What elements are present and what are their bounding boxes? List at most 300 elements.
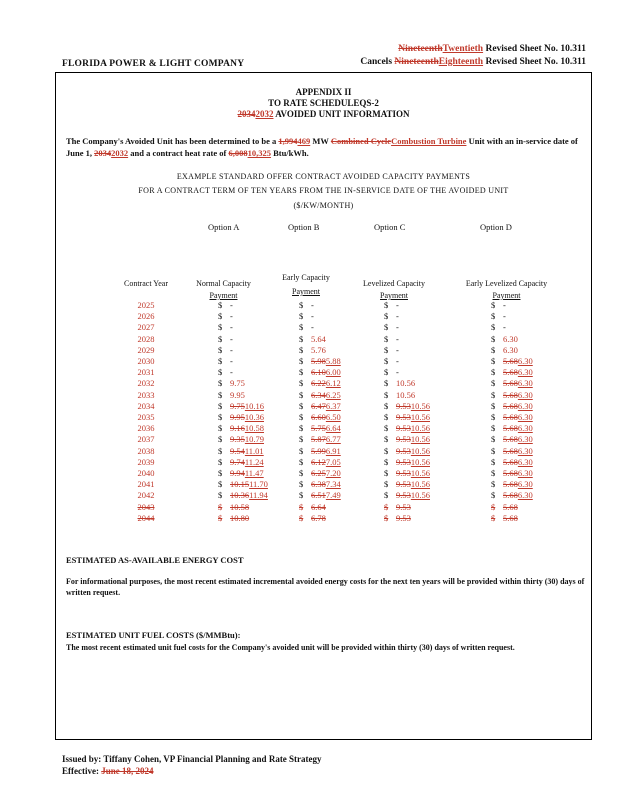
col-b-line1: Early Capacity — [282, 273, 330, 282]
cell-value-deleted: 9.53 — [396, 468, 411, 478]
dollar-sign: $ — [384, 389, 389, 400]
dollar-sign: $ — [384, 412, 389, 422]
table-year-cell: 2028 — [137, 333, 155, 344]
issued-by: Issued by: Tiffany Cohen, VP Financial Planning and Rate Strategy — [62, 754, 322, 764]
cell-value-deleted: 9.53 — [396, 434, 411, 445]
cell-value-inserted: 10.79 — [244, 434, 264, 445]
table-cell-c — [384, 345, 399, 355]
cell-value-inserted: 10.56 — [410, 490, 430, 501]
dollar-sign: $ — [218, 456, 223, 467]
table-cell-c — [384, 513, 411, 523]
dollar-sign: $ — [218, 445, 223, 456]
intro-text: Btu/kWh. — [270, 148, 309, 158]
cell-value: - — [396, 311, 399, 322]
cell-value-deleted: 5.87 — [311, 434, 326, 445]
table-cell-b — [299, 502, 326, 512]
dollar-sign: $ — [299, 501, 304, 512]
dollar-sign: $ — [384, 333, 389, 344]
table-cell-c — [384, 446, 430, 456]
dollar-sign: $ — [491, 456, 496, 467]
table-cell-a — [218, 490, 268, 500]
cell-value-deleted: 9.95 — [230, 412, 245, 422]
table-year-cell: 2044 — [137, 512, 155, 523]
dollar-sign: $ — [491, 512, 496, 523]
cell-value: - — [503, 311, 506, 322]
table-year-cell: 2031 — [137, 367, 155, 378]
table-cell-b — [299, 378, 341, 388]
table-cell-c — [384, 367, 399, 377]
cell-value-deleted: 9.53 — [396, 479, 411, 490]
table-cell-c — [384, 378, 415, 388]
table-year-cell: 2040 — [137, 468, 155, 478]
cell-value-deleted: 6.25 — [311, 468, 326, 478]
sheet-number — [398, 44, 586, 54]
cell-value-deleted: 5.68 — [503, 490, 518, 501]
cancels-rest: Revised Sheet No. 10.311 — [483, 57, 586, 67]
fuel-text: The most recent estimated unit fuel costs for the Company's avoided unit will be provided within thirty (30) days of written request. — [66, 643, 515, 652]
table-year-cell: 2029 — [137, 344, 155, 355]
cell-value-deleted: 6.47 — [311, 400, 326, 411]
cell-value-deleted: 5.68 — [503, 412, 518, 422]
table-cell-a — [218, 446, 264, 456]
cell-value-deleted: 10.15 — [230, 479, 250, 490]
table-cell-d — [491, 457, 533, 467]
dollar-sign: $ — [299, 367, 304, 378]
intro-text: MW — [310, 136, 331, 146]
cell-value-deleted: 6.51 — [311, 490, 326, 501]
dollar-sign: $ — [299, 389, 304, 400]
appendix-title: APPENDIX II — [295, 87, 352, 97]
cell-value-deleted: 6.78 — [311, 512, 326, 523]
col-d-line1: Early Levelized Capacity — [465, 279, 548, 288]
cell-value-inserted: 11.24 — [244, 456, 264, 467]
cell-value-inserted: 6.30 — [517, 468, 533, 478]
table-year-cell: 2036 — [137, 423, 155, 434]
table-cell-d — [491, 434, 533, 444]
cell-value-inserted: 10.56 — [410, 456, 430, 467]
cell-value: - — [396, 367, 399, 378]
dollar-sign: $ — [491, 400, 496, 411]
cell-value-deleted: 6.12 — [311, 456, 326, 467]
dollar-sign: $ — [384, 479, 389, 490]
table-cell-c — [384, 434, 430, 444]
cell-value: 9.95 — [230, 389, 245, 400]
caption-line-1: EXAMPLE STANDARD OFFER CONTRACT AVOIDED CAPACITY PAYMENTS — [176, 172, 471, 181]
cell-value-inserted: 10.16 — [244, 400, 264, 411]
table-cell-a — [218, 378, 245, 388]
cell-value-deleted: 9.53 — [396, 412, 411, 422]
cell-value: - — [396, 344, 399, 355]
cell-value: 10.56 — [396, 389, 416, 400]
cell-value-deleted: 9.53 — [396, 490, 411, 501]
rate-schedule-title: TO RATE SCHEDULEQS-2 — [268, 98, 379, 108]
cell-value-inserted: 10.56 — [410, 412, 430, 422]
table-cell-d — [491, 513, 518, 523]
table-cell-c — [384, 457, 430, 467]
cell-value: - — [230, 322, 233, 333]
cell-value-deleted: 6.60 — [311, 412, 326, 422]
table-cell-b — [299, 334, 326, 344]
table-year-cell: 2037 — [137, 434, 155, 445]
table-cell-d — [491, 446, 533, 456]
cell-value-deleted: 5.99 — [311, 445, 326, 456]
cancels-deleted: Nineteenth — [394, 57, 439, 67]
year-deleted: 2034 — [94, 148, 112, 158]
dollar-sign: $ — [491, 501, 496, 512]
dollar-sign: $ — [491, 322, 496, 333]
cell-value-inserted: 6.77 — [325, 434, 341, 445]
cell-value-deleted: 9.53 — [396, 512, 411, 523]
dollar-sign: $ — [299, 311, 304, 322]
table-cell-b — [299, 412, 341, 422]
energy-heading: ESTIMATED AS-AVAILABLE ENERGY COST — [66, 555, 244, 565]
dollar-sign: $ — [218, 479, 223, 490]
intro-text: Unit with an in-service date of June 1, — [66, 136, 578, 158]
table-cell-c — [384, 390, 415, 400]
dollar-sign: $ — [299, 512, 304, 523]
option-c-label: Option C — [374, 222, 406, 232]
table-cell-a — [218, 479, 268, 489]
cell-value-inserted: 6.30 — [517, 400, 533, 411]
table-cell-c — [384, 502, 411, 512]
cell-value-inserted: 10.56 — [410, 479, 430, 490]
cell-value-deleted: 5.68 — [503, 468, 518, 478]
cell-value-deleted: 9.16 — [230, 423, 245, 434]
table-cell-a — [218, 468, 264, 478]
col-c-line1: Levelized Capacity — [363, 279, 425, 288]
dollar-sign: $ — [299, 322, 304, 333]
cell-value-deleted: 5.68 — [503, 434, 518, 445]
cell-value-inserted: 7.49 — [325, 490, 341, 501]
year-inserted: 2032 — [111, 148, 129, 158]
dollar-sign: $ — [218, 389, 223, 400]
dollar-sign: $ — [218, 356, 223, 366]
cell-value-deleted: 5.68 — [503, 479, 518, 490]
title-year-inserted: 2032 — [255, 109, 274, 119]
cell-value-inserted: 6.64 — [325, 423, 341, 434]
caption-line-3: ($/KW/MONTH) — [293, 201, 354, 210]
cell-value: 9.75 — [230, 378, 245, 389]
table-cell-c — [384, 479, 430, 489]
table-cell-c — [384, 300, 399, 310]
heatrate-deleted: 6,008 — [228, 148, 248, 158]
table-cell-d — [491, 423, 533, 433]
dollar-sign: $ — [384, 434, 389, 445]
dollar-sign: $ — [491, 378, 496, 389]
cell-value: 6.30 — [503, 333, 518, 344]
table-cell-b — [299, 356, 341, 366]
table-cell-c — [384, 412, 430, 422]
dollar-sign: $ — [491, 311, 496, 322]
table-cell-b — [299, 345, 326, 355]
table-cell-b — [299, 490, 341, 500]
dollar-sign: $ — [384, 501, 389, 512]
col-header-d — [444, 278, 569, 302]
dollar-sign: $ — [299, 412, 304, 422]
cell-value-inserted: 11.70 — [249, 479, 268, 490]
dollar-sign: $ — [218, 423, 223, 434]
dollar-sign: $ — [491, 468, 496, 478]
table-cell-d — [491, 401, 533, 411]
table-cell-a — [218, 457, 264, 467]
table-cell-d — [491, 412, 533, 422]
cell-value-deleted: 5.68 — [503, 456, 518, 467]
cell-value-deleted: 5.68 — [503, 501, 518, 512]
dollar-sign: $ — [218, 490, 223, 501]
table-cell-b — [299, 322, 314, 332]
table-cell-b — [299, 446, 341, 456]
table-cell-a — [218, 334, 233, 344]
cell-value-deleted: 9.53 — [396, 456, 411, 467]
table-year-cell: 2039 — [137, 456, 155, 467]
cell-value: 10.56 — [396, 378, 416, 389]
cell-value-deleted: 6.64 — [311, 501, 326, 512]
dollar-sign: $ — [384, 311, 389, 322]
effective-date: June 18, 2024 — [101, 766, 154, 776]
table-year-cell: 2027 — [137, 322, 155, 333]
table-cell-b — [299, 423, 341, 433]
table-cell-d — [491, 390, 533, 400]
table-year-cell: 2030 — [137, 356, 155, 366]
dollar-sign: $ — [299, 378, 304, 389]
dollar-sign: $ — [384, 490, 389, 501]
dollar-sign: $ — [491, 356, 496, 366]
intro-text: The Company's Avoided Unit has been determined to be a — [66, 136, 279, 146]
cell-value: - — [230, 367, 233, 378]
cell-value-deleted: 5.68 — [503, 445, 518, 456]
heatrate-inserted: 10,325 — [247, 148, 271, 158]
cell-value: - — [396, 322, 399, 333]
dollar-sign: $ — [299, 468, 304, 478]
dollar-sign: $ — [218, 378, 223, 389]
cell-value-inserted: 10.56 — [410, 468, 430, 478]
effective-label: Effective: — [62, 766, 102, 776]
cell-value-deleted: 5.98 — [311, 356, 326, 366]
table-year-cell: 2042 — [137, 490, 155, 501]
cell-value-inserted: 11.01 — [244, 445, 264, 456]
dollar-sign: $ — [218, 300, 223, 310]
table-cell-d — [491, 378, 533, 388]
cell-value: - — [311, 300, 314, 310]
table-cell-d — [491, 479, 533, 489]
dollar-sign: $ — [299, 356, 304, 366]
table-cell-a — [218, 434, 264, 444]
cell-value-inserted: 6.30 — [517, 356, 533, 366]
cell-value-deleted: 9.94 — [230, 468, 245, 478]
cell-value-deleted: 6.38 — [311, 479, 326, 490]
dollar-sign: $ — [218, 344, 223, 355]
cell-value: - — [230, 333, 233, 344]
dollar-sign: $ — [384, 344, 389, 355]
cell-value-deleted: 5.68 — [503, 367, 518, 378]
table-cell-d — [491, 502, 518, 512]
cell-value: - — [396, 356, 399, 366]
dollar-sign: $ — [299, 490, 304, 501]
dollar-sign: $ — [218, 468, 223, 478]
cell-value-deleted: 5.68 — [503, 378, 518, 389]
dollar-sign: $ — [491, 434, 496, 445]
title-year-deleted: 2034 — [237, 109, 256, 119]
table-cell-b — [299, 468, 341, 478]
cell-value-deleted: 5.68 — [503, 512, 518, 523]
col-b-line2: Payment — [292, 287, 320, 296]
cell-value-deleted: 9.53 — [396, 501, 411, 512]
dollar-sign: $ — [299, 434, 304, 445]
cell-value-deleted: 9.35 — [230, 434, 245, 445]
cell-value-deleted: 6.34 — [311, 389, 326, 400]
table-cell-b — [299, 401, 341, 411]
dollar-sign: $ — [384, 356, 389, 366]
cell-value: 5.76 — [311, 344, 326, 355]
dollar-sign: $ — [218, 412, 223, 422]
cell-value-inserted: 6.30 — [517, 434, 533, 445]
title-rest: AVOIDED UNIT INFORMATION — [273, 109, 410, 119]
table-cell-c — [384, 401, 430, 411]
intro-paragraph — [66, 135, 581, 159]
cell-value-deleted: 9.54 — [230, 445, 245, 456]
dollar-sign: $ — [384, 322, 389, 333]
table-year-cell: 2041 — [137, 479, 155, 490]
dollar-sign: $ — [491, 445, 496, 456]
dollar-sign: $ — [384, 445, 389, 456]
dollar-sign: $ — [384, 300, 389, 310]
option-d-label: Option D — [480, 222, 512, 232]
fuel-heading: ESTIMATED UNIT FUEL COSTS ($/MMBtu): — [66, 630, 241, 640]
cell-value-inserted: 10.58 — [244, 423, 264, 434]
dollar-sign: $ — [384, 367, 389, 378]
dollar-sign: $ — [299, 479, 304, 490]
option-b-label: Option B — [288, 222, 320, 232]
table-cell-a — [218, 345, 233, 355]
table-cell-c — [384, 356, 399, 366]
table-cell-a — [218, 300, 233, 310]
table-cell-a — [218, 513, 249, 523]
cell-value-inserted: 6.00 — [325, 367, 341, 378]
cell-value-inserted: 10.56 — [410, 434, 430, 445]
dollar-sign: $ — [218, 333, 223, 344]
cell-value: - — [230, 311, 233, 322]
table-cell-c — [384, 334, 399, 344]
cancels-sheet — [360, 57, 586, 67]
table-cell-a — [218, 423, 264, 433]
cell-value-deleted: 9.53 — [396, 445, 411, 456]
cell-value: - — [311, 322, 314, 333]
document-frame — [55, 72, 592, 740]
dollar-sign: $ — [491, 300, 496, 310]
table-cell-a — [218, 401, 264, 411]
table-year-cell: 2043 — [137, 501, 155, 512]
cell-value-deleted: 10.58 — [230, 501, 250, 512]
cell-value-inserted: 6.30 — [517, 367, 533, 378]
cell-value: - — [396, 333, 399, 344]
caption-line-2: FOR A CONTRACT TERM OF TEN YEARS FROM THE IN-SERVICE DATE OF THE AVOIDED UNIT — [138, 186, 509, 195]
type-deleted: Combined Cycle — [330, 136, 392, 146]
cell-value: - — [503, 322, 506, 333]
dollar-sign: $ — [491, 367, 496, 378]
mw-inserted: 469 — [297, 136, 311, 146]
cell-value-inserted: 6.30 — [517, 412, 533, 422]
table-cell-b — [299, 457, 341, 467]
col-c-line2: Payment — [380, 291, 408, 300]
table-cell-d — [491, 367, 533, 377]
cell-value-deleted: 5.68 — [503, 356, 518, 366]
cell-value-inserted: 6.30 — [517, 479, 533, 490]
cell-value: - — [311, 311, 314, 322]
table-cell-d — [491, 322, 506, 332]
table-year-cell: 2032 — [137, 378, 155, 389]
cell-value: 5.64 — [311, 333, 326, 344]
cell-value: - — [230, 344, 233, 355]
dollar-sign: $ — [491, 344, 496, 355]
cell-value-inserted: 6.12 — [325, 378, 341, 389]
table-cell-a — [218, 502, 249, 512]
table-cell-c — [384, 311, 399, 321]
effective-date-line — [62, 766, 154, 776]
mw-deleted: 1,994 — [278, 136, 298, 146]
table-cell-b — [299, 513, 326, 523]
dollar-sign: $ — [299, 300, 304, 310]
table-cell-a — [218, 367, 233, 377]
dollar-sign: $ — [299, 423, 304, 434]
table-cell-c — [384, 423, 430, 433]
table-cell-b — [299, 479, 341, 489]
table-year-cell: 2038 — [137, 445, 155, 456]
cancels-pre: Cancels — [360, 57, 395, 67]
cell-value-inserted: 6.25 — [325, 389, 341, 400]
cell-value-inserted: 6.30 — [517, 490, 533, 501]
table-cell-a — [218, 412, 264, 422]
cell-value-inserted: 10.56 — [410, 423, 430, 434]
cell-value-deleted: 5.68 — [503, 400, 518, 411]
cell-value: - — [230, 300, 233, 310]
cell-value: - — [230, 356, 233, 366]
cell-value: 6.30 — [503, 344, 518, 355]
cell-value-inserted: 6.91 — [325, 445, 341, 456]
dollar-sign: $ — [299, 400, 304, 411]
col-header-c — [349, 278, 439, 302]
dollar-sign: $ — [299, 456, 304, 467]
energy-text: For informational purposes, the most recent estimated incremental avoided energy costs for the next ten years will be provided within thirty (30) days of written request. — [66, 577, 585, 597]
dollar-sign: $ — [218, 311, 223, 322]
cell-value-inserted: 6.37 — [325, 400, 341, 411]
dollar-sign: $ — [491, 479, 496, 490]
table-cell-a — [218, 322, 233, 332]
table-cell-d — [491, 311, 506, 321]
cell-value-inserted: 10.56 — [410, 445, 430, 456]
table-cell-b — [299, 311, 314, 321]
cell-value-deleted: 5.75 — [311, 423, 326, 434]
cancels-inserted: Eighteenth — [438, 57, 484, 67]
cell-value-inserted: 6.30 — [517, 389, 533, 400]
cell-value-inserted: 10.36 — [244, 412, 264, 422]
table-year-cell: 2033 — [137, 389, 155, 400]
cell-value-deleted: 10.36 — [230, 490, 250, 501]
cell-value-inserted: 6.30 — [517, 456, 533, 467]
table-cell-d — [491, 334, 518, 344]
col-header-year: Contract Year — [124, 279, 168, 288]
cell-value-deleted: 6.22 — [311, 378, 326, 389]
dollar-sign: $ — [218, 367, 223, 378]
dollar-sign: $ — [218, 434, 223, 445]
cell-value-deleted: 5.68 — [503, 389, 518, 400]
avoided-unit-title — [56, 109, 591, 119]
table-cell-c — [384, 490, 430, 500]
dollar-sign: $ — [491, 412, 496, 422]
cell-value-inserted: 11.47 — [244, 468, 264, 478]
dollar-sign: $ — [384, 423, 389, 434]
dollar-sign: $ — [218, 322, 223, 333]
col-d-line2: Payment — [492, 291, 521, 300]
